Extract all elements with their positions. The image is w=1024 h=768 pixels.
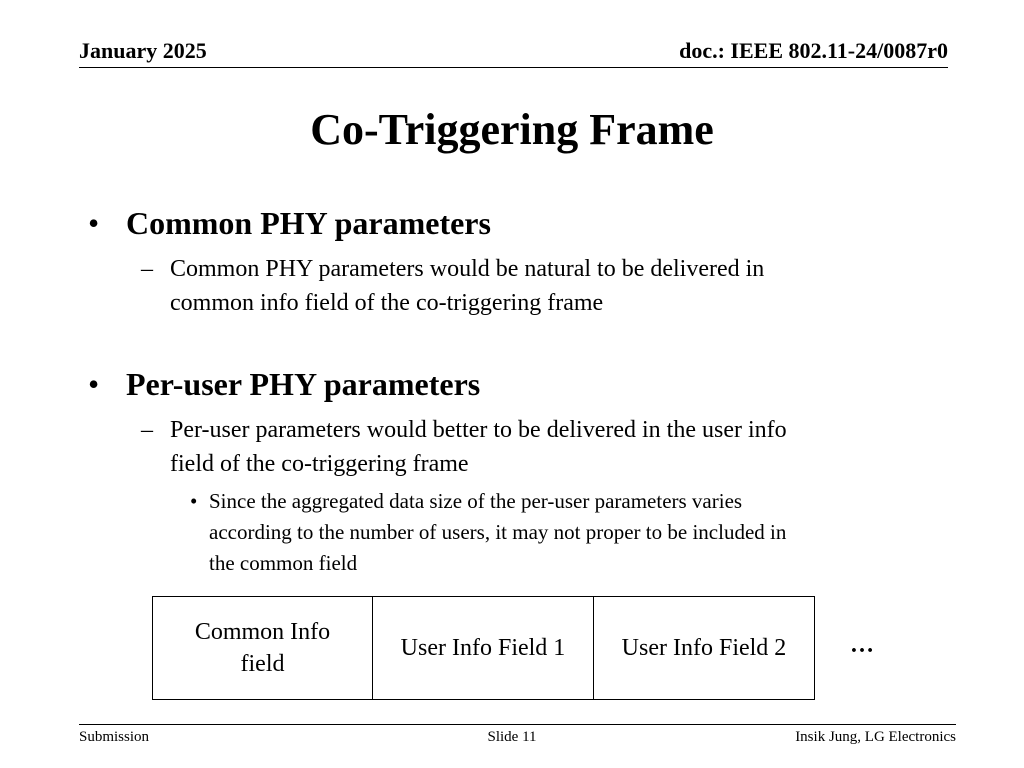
ellipsis: … xyxy=(850,632,874,658)
bullet-mark: • xyxy=(88,205,100,241)
sub-bullet-line: field of the co-triggering frame xyxy=(170,451,469,477)
footer-rule xyxy=(79,724,956,725)
sub-bullet-line: Common PHY parameters would be natural to be delivered in xyxy=(170,256,765,282)
sub-bullet-per-user-phy xyxy=(141,413,787,481)
sub-bullet-line: Per-user parameters would better to be delivered in the user info xyxy=(170,417,787,443)
dash-mark: – xyxy=(141,417,153,443)
sub-bullet-common-phy xyxy=(141,252,765,320)
footer-slide-number: Slide 11 xyxy=(487,729,537,745)
bullet-common-phy xyxy=(88,205,491,242)
frame-format-table xyxy=(152,596,815,700)
bullet-text: Common PHY parameters xyxy=(126,205,491,241)
header-doc-id: doc.: IEEE 802.11-24/0087r0 xyxy=(679,38,948,63)
field-common-info: Common Info field xyxy=(153,597,373,699)
header-date: January 2025 xyxy=(79,38,207,63)
dash-mark: – xyxy=(141,256,153,282)
sub-sub-bullet-line: Since the aggregated data size of the per-user parameters varies xyxy=(209,489,743,513)
field-user-info-1: User Info Field 1 xyxy=(373,597,594,699)
bullet-mark: • xyxy=(190,489,198,513)
sub-sub-bullet-line: the common field xyxy=(209,551,358,575)
footer-submission: Submission xyxy=(79,729,150,745)
bullet-per-user-phy xyxy=(88,366,481,403)
bullet-text: Per-user PHY parameters xyxy=(126,366,481,402)
slide-title: Co-Triggering Frame xyxy=(310,105,714,154)
bullet-mark: • xyxy=(88,366,100,402)
header-rule xyxy=(79,67,948,68)
sub-sub-bullet-data-size xyxy=(190,486,787,579)
footer-author: Insik Jung, LG Electronics xyxy=(795,729,956,745)
sub-sub-bullet-line: according to the number of users, it may not proper to be included in xyxy=(209,520,787,544)
field-user-info-2: User Info Field 2 xyxy=(621,635,787,661)
sub-bullet-line: common info field of the co-triggering frame xyxy=(170,290,604,316)
